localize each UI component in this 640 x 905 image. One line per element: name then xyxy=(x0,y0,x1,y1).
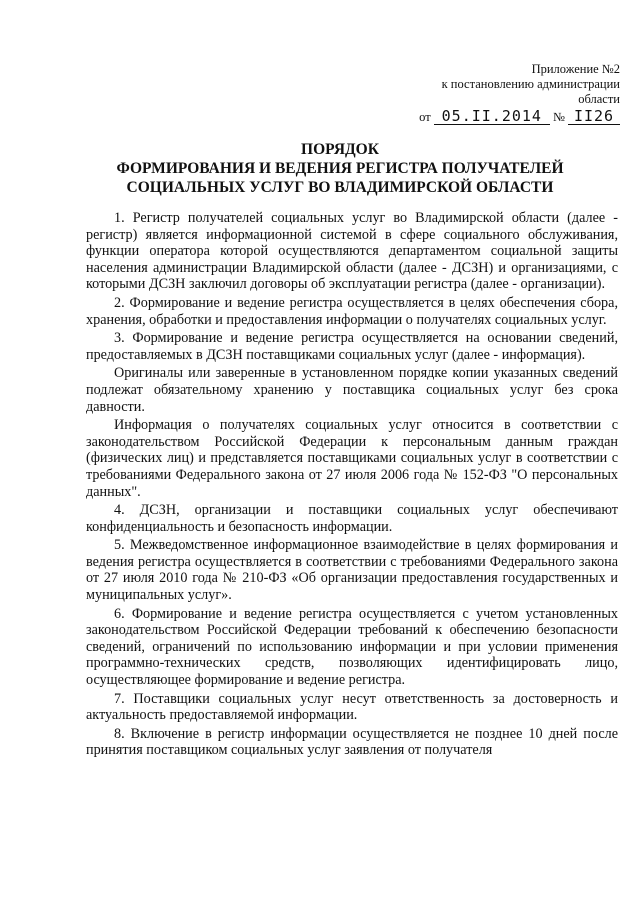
paragraph-4: 4. ДСЗН, организации и поставщики социальных услуг обеспечивают конфиденциальность и безопасность информации. xyxy=(86,502,618,535)
date-prefix: от xyxy=(419,110,431,124)
paragraph-8: 8. Включение в регистр информации осуществляется не позднее 10 дней после принятия поставщиком социальных услуг заявления от получателя xyxy=(86,725,618,759)
paragraph-1: 1. Регистр получателей социальных услуг во Владимирской области (далее - регистр) является информационной системой в сфере социального обслуживания, функции оператора которой осуществляются департаментом социальной защиты населения администрации Владимирской области (далее - ДСЗН) и организациями, с которыми ДСЗН заключил договоры об эксплуатации регистра (далее - организации). xyxy=(86,210,618,293)
title-line-1: ПОРЯДОК xyxy=(301,141,379,158)
appendix-date-number-line xyxy=(419,109,620,125)
paragraph-5: 5. Межведомственное информационное взаимодействие в целях формирования и ведения регистра осуществляется в соответствии с требованиями Федерального закона от 27 июля 2010 года № 210-ФЗ «Об организации предоставления государственных и муниципальных услуг». xyxy=(86,537,618,604)
paragraph-3-originals: Оригиналы или заверенные в установленном порядке копии указанных сведений подлежат обязательному хранению у поставщика социальных услуг без срока давности. xyxy=(86,365,618,415)
paragraph-7: 7. Поставщики социальных услуг несут ответственность за достоверность и актуальность предоставляемой информации. xyxy=(86,690,618,724)
paragraph-3: 3. Формирование и ведение регистра осуществляется на основании сведений, предоставляемых в ДСЗН поставщиками социальных услуг (далее - информация). xyxy=(86,330,618,363)
appendix-label: Приложение №2 xyxy=(531,62,620,76)
appendix-header xyxy=(419,62,620,125)
appendix-resolution-line: к постановлению администрации xyxy=(441,77,620,91)
paragraph-3-personal-data: Информация о получателях социальных услуг относится в соответствии с законодательством Российской Федерации к персональным данным граждан (физических лиц) и представляется поставщиками социальных услуг в соответствии с требованиями Федерального закона от 27 июля 2006 года № 152-ФЗ "О персональных данных". xyxy=(86,417,618,500)
handwritten-number: II26 xyxy=(568,109,620,125)
document-body xyxy=(86,210,618,761)
paragraph-6: 6. Формирование и ведение регистра осуществляется с учетом установленных законодательством Российской Федерации требований к обеспечению безопасности сведений, ограничений по использованию информации и при условии применения программно-технических средств, позволяющих идентифицировать лицо, осуществляющее формирование и ведение регистра. xyxy=(86,605,618,689)
title-line-3: СОЦИАЛЬНЫХ УСЛУГ ВО ВЛАДИМИРСКОЙ ОБЛАСТИ xyxy=(126,179,554,196)
paragraph-2: 2. Формирование и ведение регистра осуществляется в целях обеспечения сбора, хранения, обработки и предоставления информации о получателях социальных услуг. xyxy=(86,294,618,328)
title-line-2: ФОРМИРОВАНИЯ И ВЕДЕНИЯ РЕГИСТРА ПОЛУЧАТЕЛЕЙ xyxy=(116,160,564,177)
number-prefix: № xyxy=(552,110,565,124)
handwritten-date: 05.II.2014 xyxy=(434,109,550,125)
document-title xyxy=(90,140,590,197)
appendix-region-line: области xyxy=(578,92,620,106)
